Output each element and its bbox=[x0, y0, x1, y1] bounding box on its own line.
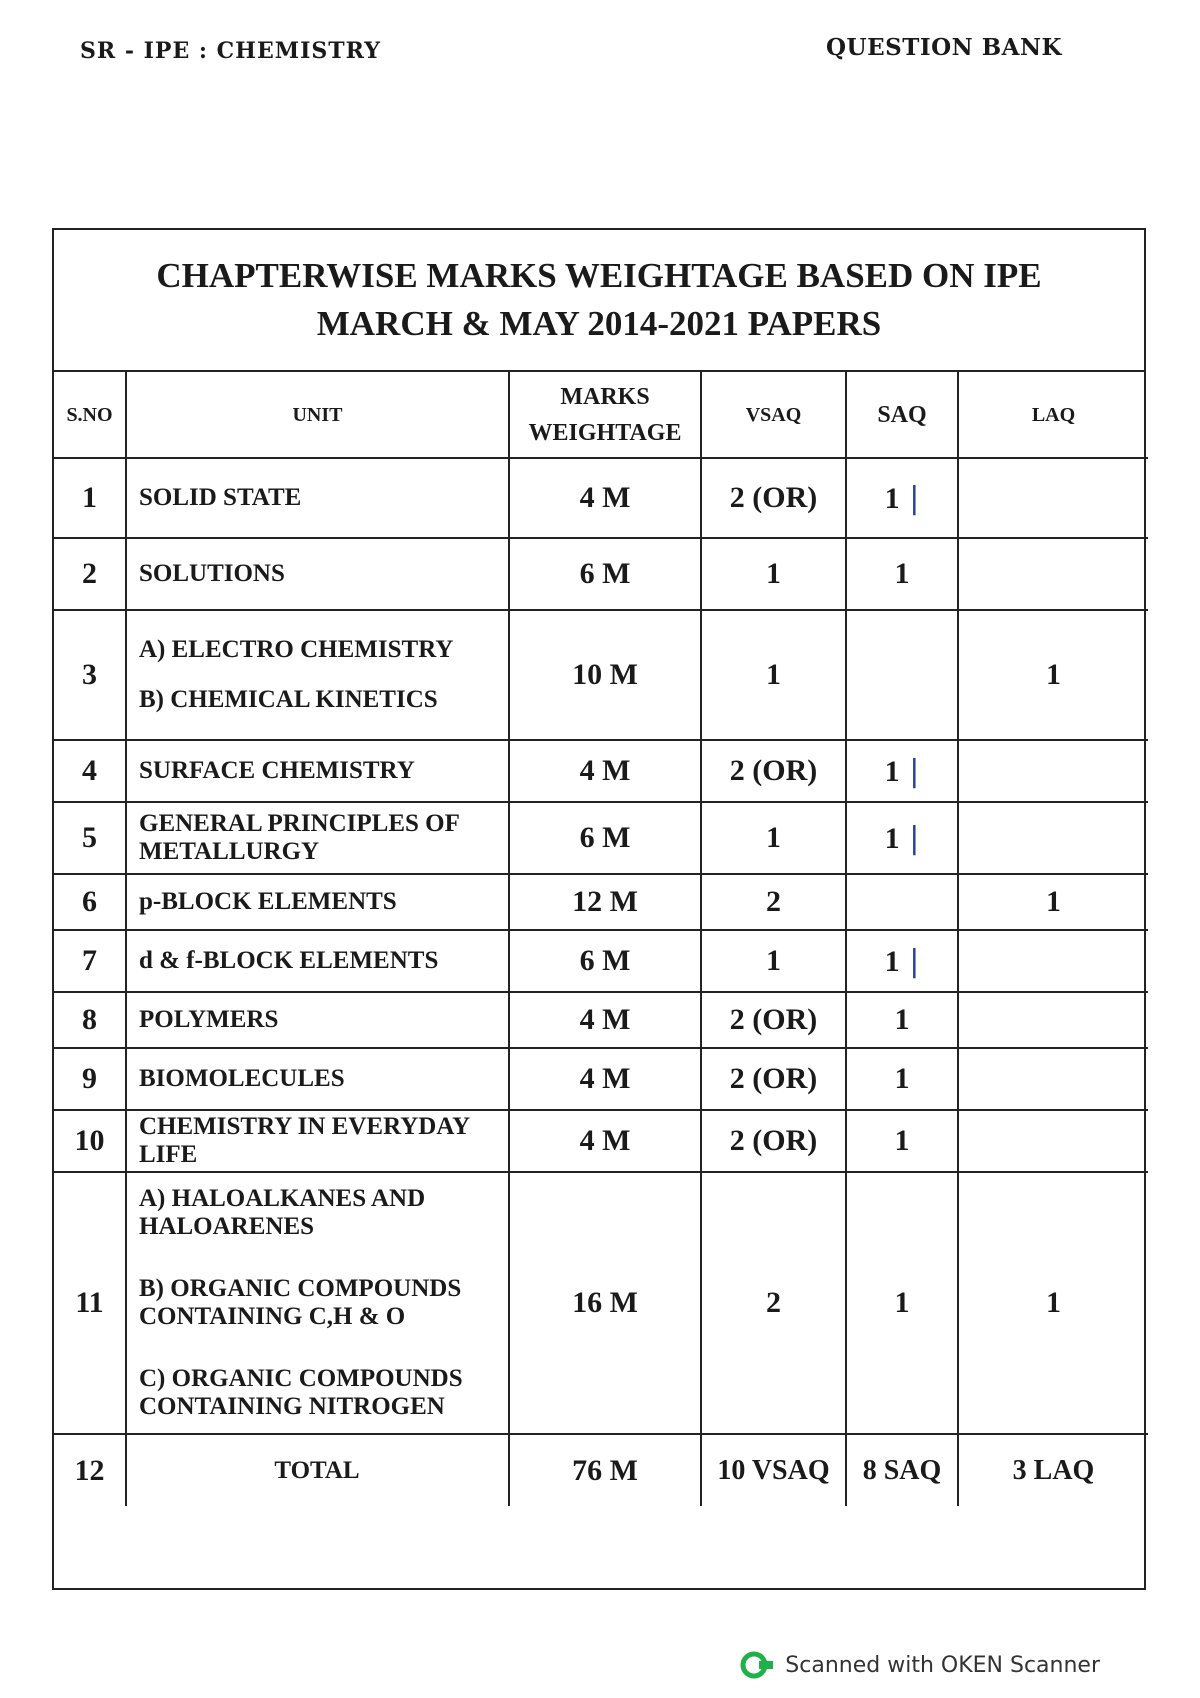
row-unit bbox=[126, 458, 509, 538]
row-sno: 1 bbox=[54, 458, 126, 538]
row-saq bbox=[846, 874, 958, 930]
scanner-text: Scanned with OKEN Scanner bbox=[785, 1652, 1100, 1678]
row-laq bbox=[958, 538, 1148, 610]
row-sno: 5 bbox=[54, 802, 126, 874]
unit-line: GENERAL PRINCIPLES OF bbox=[139, 810, 460, 837]
unit-line: A) HALOALKANES AND bbox=[139, 1185, 426, 1212]
row-saq: 1 bbox=[846, 1048, 958, 1110]
total-label: TOTAL bbox=[126, 1434, 509, 1506]
table-row bbox=[54, 1048, 1148, 1110]
row-marks: 6 M bbox=[509, 802, 701, 874]
row-sno: 3 bbox=[54, 610, 126, 740]
row-vsaq: 2 (OR) bbox=[701, 1048, 846, 1110]
unit-line: METALLURGY bbox=[139, 838, 320, 865]
row-sno: 4 bbox=[54, 740, 126, 802]
row-vsaq: 1 bbox=[701, 538, 846, 610]
unit-line: SURFACE CHEMISTRY bbox=[139, 757, 415, 784]
row-marks: 4 M bbox=[509, 1048, 701, 1110]
row-vsaq: 2 (OR) bbox=[701, 740, 846, 802]
row-saq: 1 | bbox=[846, 802, 958, 874]
table-row bbox=[54, 930, 1148, 992]
row-laq bbox=[958, 1048, 1148, 1110]
row-sno: 9 bbox=[54, 1048, 126, 1110]
row-sno: 10 bbox=[54, 1110, 126, 1172]
table-row bbox=[54, 538, 1148, 610]
unit-line: CHEMISTRY IN EVERYDAY LIFE bbox=[139, 1113, 470, 1168]
unit-line: SOLID STATE bbox=[139, 484, 302, 511]
row-sno: 8 bbox=[54, 992, 126, 1048]
row-laq: 1 bbox=[958, 610, 1148, 740]
handwritten-tick-icon: | bbox=[899, 820, 920, 856]
weightage-table bbox=[54, 372, 1148, 1506]
handwritten-tick-icon: | bbox=[899, 753, 920, 789]
table-row bbox=[54, 458, 1148, 538]
row-sno: 2 bbox=[54, 538, 126, 610]
table-header-row bbox=[54, 372, 1148, 458]
row-laq bbox=[958, 740, 1148, 802]
row-unit bbox=[126, 874, 509, 930]
row-vsaq: 1 bbox=[701, 930, 846, 992]
row-saq: 1 bbox=[846, 1110, 958, 1172]
row-vsaq: 2 (OR) bbox=[701, 1110, 846, 1172]
row-saq bbox=[846, 610, 958, 740]
unit-line: CONTAINING NITROGEN bbox=[139, 1393, 445, 1420]
row-laq bbox=[958, 1110, 1148, 1172]
row-vsaq: 2 bbox=[701, 1172, 846, 1434]
row-marks: 10 M bbox=[509, 610, 701, 740]
row-saq: 1 bbox=[846, 538, 958, 610]
unit-line: B) CHEMICAL KINETICS bbox=[139, 686, 438, 713]
row-marks: 4 M bbox=[509, 1110, 701, 1172]
unit-line: HALOARENES bbox=[139, 1213, 315, 1240]
row-unit bbox=[126, 1110, 509, 1172]
header-subject: SR - IPE : CHEMISTRY bbox=[80, 38, 381, 64]
row-marks: 12 M bbox=[509, 874, 701, 930]
unit-line: BIOMOLECULES bbox=[139, 1065, 345, 1092]
row-marks: 4 M bbox=[509, 458, 701, 538]
table-row bbox=[54, 874, 1148, 930]
row-vsaq: 2 bbox=[701, 874, 846, 930]
row-vsaq: 2 (OR) bbox=[701, 458, 846, 538]
col-header-unit: UNIT bbox=[126, 372, 509, 458]
col-header-laq: LAQ bbox=[958, 372, 1148, 458]
title-line-1: CHAPTERWISE MARKS WEIGHTAGE BASED ON IPE bbox=[156, 256, 1042, 295]
total-sno: 12 bbox=[54, 1434, 126, 1506]
row-laq bbox=[958, 458, 1148, 538]
table-title bbox=[54, 230, 1144, 372]
table-row bbox=[54, 740, 1148, 802]
row-saq: 1 | bbox=[846, 930, 958, 992]
title-line-2: MARCH & MAY 2014-2021 PAPERS bbox=[316, 304, 882, 343]
total-marks: 76 M bbox=[509, 1434, 701, 1506]
unit-line: C) ORGANIC COMPOUNDS bbox=[139, 1365, 463, 1392]
col-header-saq: SAQ bbox=[846, 372, 958, 458]
row-unit bbox=[126, 930, 509, 992]
row-sno: 7 bbox=[54, 930, 126, 992]
row-marks: 16 M bbox=[509, 1172, 701, 1434]
row-laq bbox=[958, 992, 1148, 1048]
row-laq: 1 bbox=[958, 874, 1148, 930]
row-laq: 1 bbox=[958, 1172, 1148, 1434]
row-unit bbox=[126, 610, 509, 740]
row-unit bbox=[126, 1048, 509, 1110]
header-book-title: QUESTION BANK bbox=[826, 34, 1062, 61]
unit-line: POLYMERS bbox=[139, 1006, 279, 1033]
scanner-watermark bbox=[739, 1650, 1100, 1680]
weightage-sheet bbox=[52, 228, 1146, 1590]
table-row bbox=[54, 802, 1148, 874]
row-unit bbox=[126, 802, 509, 874]
table-row bbox=[54, 610, 1148, 740]
total-saq: 8 SAQ bbox=[846, 1434, 958, 1506]
unit-line: CONTAINING C,H & O bbox=[139, 1303, 406, 1330]
row-marks: 4 M bbox=[509, 740, 701, 802]
total-laq: 3 LAQ bbox=[958, 1434, 1148, 1506]
handwritten-tick-icon: | bbox=[899, 480, 920, 516]
row-saq: 1 bbox=[846, 1172, 958, 1434]
row-laq bbox=[958, 930, 1148, 992]
row-marks: 6 M bbox=[509, 538, 701, 610]
table-row bbox=[54, 1172, 1148, 1434]
total-row bbox=[54, 1434, 1148, 1506]
row-marks: 4 M bbox=[509, 992, 701, 1048]
row-saq: 1 bbox=[846, 992, 958, 1048]
unit-line: SOLUTIONS bbox=[139, 560, 285, 587]
handwritten-tick-icon: | bbox=[899, 943, 920, 979]
unit-line: d & f-BLOCK ELEMENTS bbox=[139, 947, 439, 974]
row-vsaq: 1 bbox=[701, 610, 846, 740]
total-vsaq: 10 VSAQ bbox=[701, 1434, 846, 1506]
row-unit bbox=[126, 1172, 509, 1434]
col-header-sno: S.NO bbox=[54, 372, 126, 458]
unit-line: p-BLOCK ELEMENTS bbox=[139, 888, 397, 915]
col-header-vsaq: VSAQ bbox=[701, 372, 846, 458]
row-sno: 11 bbox=[54, 1172, 126, 1434]
row-sno: 6 bbox=[54, 874, 126, 930]
scanner-logo-icon bbox=[739, 1650, 775, 1680]
row-unit bbox=[126, 740, 509, 802]
table-row bbox=[54, 992, 1148, 1048]
row-unit bbox=[126, 992, 509, 1048]
row-marks: 6 M bbox=[509, 930, 701, 992]
row-vsaq: 2 (OR) bbox=[701, 992, 846, 1048]
col-header-marks-line2: WEIGHTAGE bbox=[528, 419, 682, 446]
table-row bbox=[54, 1110, 1148, 1172]
row-saq: 1 | bbox=[846, 740, 958, 802]
col-header-marks bbox=[509, 372, 701, 458]
row-laq bbox=[958, 802, 1148, 874]
unit-line: B) ORGANIC COMPOUNDS bbox=[139, 1275, 462, 1302]
row-saq: 1 | bbox=[846, 458, 958, 538]
unit-line: A) ELECTRO CHEMISTRY bbox=[139, 636, 454, 663]
col-header-marks-line1: MARKS bbox=[560, 383, 650, 410]
row-unit bbox=[126, 538, 509, 610]
row-vsaq: 1 bbox=[701, 802, 846, 874]
